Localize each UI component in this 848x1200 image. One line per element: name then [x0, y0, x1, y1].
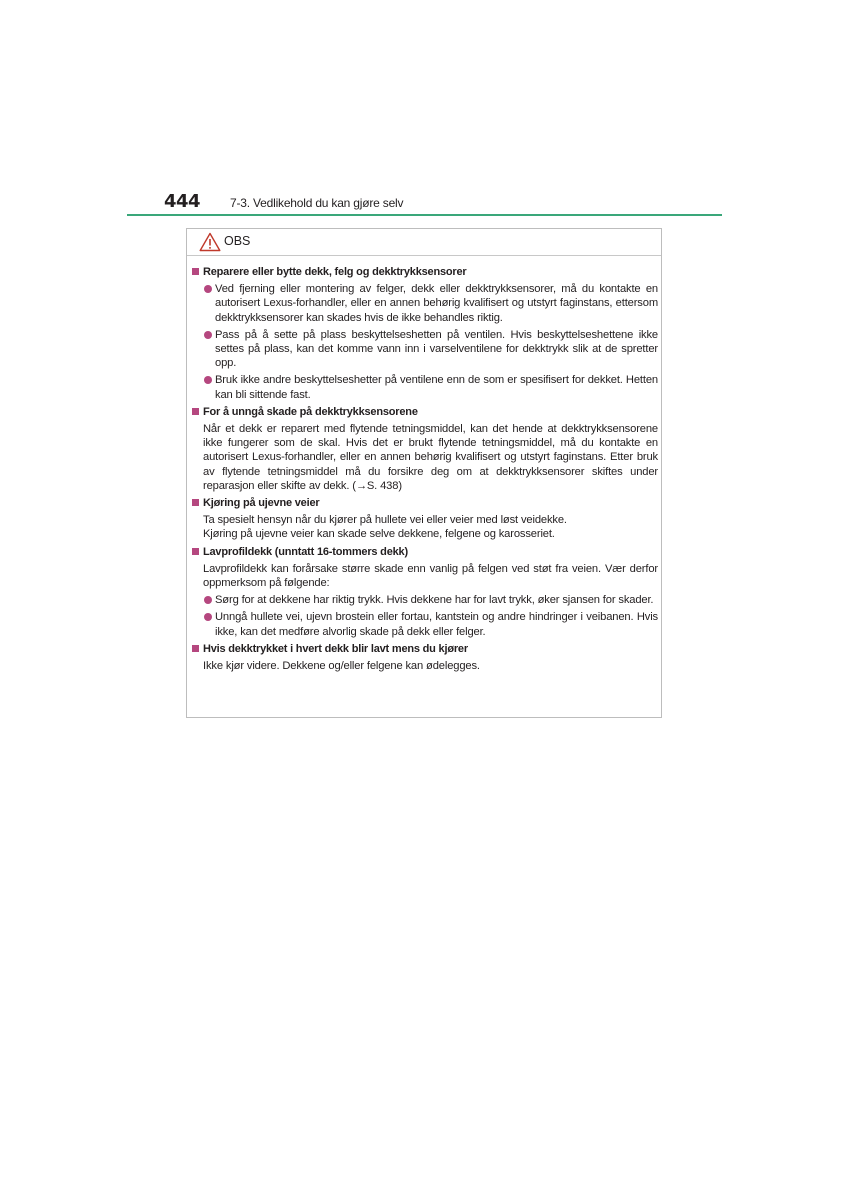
page-number: 444	[164, 191, 201, 212]
section-heading: Reparere eller bytte dekk, felg og dekktrykksensorer	[192, 265, 658, 279]
warning-triangle-icon	[199, 232, 221, 252]
square-bullet-icon	[192, 408, 199, 415]
list-item: Ved fjerning eller montering av felger, dekk eller dekktrykksensorer, må du kontakte en autorisert Lexus-forhandler, eller en annen behørig kvalifisert og utstyrt faginstans, ettersom dekktrykksensorer kan skades hvis de ikke behandles riktig.	[215, 282, 658, 325]
round-bullet-icon	[204, 613, 212, 621]
round-bullet-icon	[204, 331, 212, 339]
page-header	[127, 190, 722, 220]
section-paragraph: Lavprofildekk kan forårsake større skade enn vanlig på felgen ved støt fra veien. Vær derfor oppmerksom på følgende:	[203, 562, 658, 590]
section-heading: For å unngå skade på dekktrykksensorene	[192, 405, 658, 419]
square-bullet-icon	[192, 499, 199, 506]
list-item: Bruk ikke andre beskyttelseshetter på ventilene enn de som er spesifisert for dekket. Hetten kan bli sittende fast.	[215, 373, 658, 401]
list-item: Pass på å sette på plass beskyttelseshetten på ventilen. Hvis beskyttelseshettene ikke settes på plass, kan det komme vann inn i varselventilene for dekktrykk slik at de spretter opp.	[215, 328, 658, 371]
section-low-profile	[192, 545, 658, 639]
section-heading: Lavprofildekk (unntatt 16-tommers dekk)	[192, 545, 658, 559]
section-rough-roads	[192, 496, 658, 542]
obs-header	[187, 229, 661, 256]
header-rule	[127, 214, 722, 216]
section-paragraph: Ta spesielt hensyn når du kjører på hullete vei eller veier med løst veidekke.	[203, 514, 567, 527]
square-bullet-icon	[192, 268, 199, 275]
square-bullet-icon	[192, 645, 199, 652]
section-sensor-damage	[192, 405, 658, 493]
section-low-pressure	[192, 642, 658, 673]
square-bullet-icon	[192, 548, 199, 555]
bullet-list	[192, 593, 658, 639]
obs-body	[192, 265, 658, 676]
obs-caution-box	[186, 228, 662, 718]
bullet-list	[192, 282, 658, 402]
list-item: Unngå hullete vei, ujevn brostein eller fortau, kantstein og andre hindringer i veibanen. Hvis ikke, kan det medføre alvorlig skade på dekk eller felger.	[215, 610, 658, 638]
round-bullet-icon	[204, 596, 212, 604]
round-bullet-icon	[204, 285, 212, 293]
section-paragraph: Kjøring på ujevne veier kan skade selve dekkene, felgene og karosseriet.	[203, 528, 555, 541]
list-item: Sørg for at dekkene har riktig trykk. Hvis dekkene har for lavt trykk, øker sjansen for skader.	[215, 593, 658, 607]
round-bullet-icon	[204, 376, 212, 384]
obs-title: OBS	[224, 234, 251, 248]
section-title: 7-3. Vedlikehold du kan gjøre selv	[230, 196, 404, 210]
section-heading: Kjøring på ujevne veier	[192, 496, 658, 510]
section-heading: Hvis dekktrykket i hvert dekk blir lavt mens du kjører	[192, 642, 658, 656]
section-paragraph: Ikke kjør videre. Dekkene og/eller felgene kan ødelegges.	[203, 660, 480, 673]
section-paragraph: Når et dekk er reparert med flytende tetningsmiddel, kan det hende at dekktrykksensorene ikke fungerer som de skal. Hvis det er brukt flytende tetningsmiddel, må du kontakte en autorisert Lexus-forhandler, eller en annen behørig kvalifisert og utstyrt faginstans. Etter bruk av flytende tetningsmiddel må du forsikre deg om at dekktrykksensorer skiftes under reparasjon eller skifte av dekk. (→S. 438)	[203, 423, 658, 492]
section-repair	[192, 265, 658, 402]
